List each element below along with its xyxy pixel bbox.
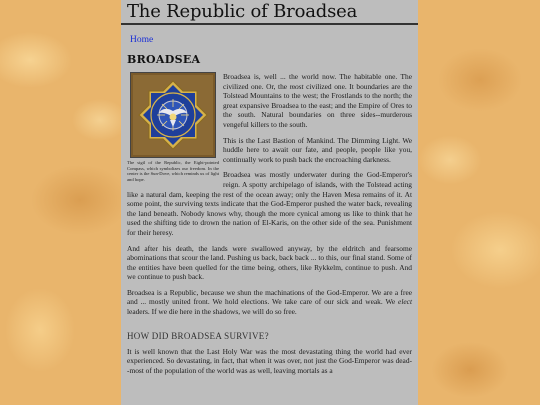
content-panel [121,0,418,405]
nav-home-link[interactable]: Home [130,35,154,45]
section-heading-survival: HOW DID BROADSEA SURVIVE? [127,330,269,341]
site-title: The Republic of Broadsea [121,0,418,25]
compass-sigil-icon [133,75,213,155]
page-heading: BROADSEA [127,53,201,66]
paragraph-abominations: And after his death, the lands were swallowed anyway, by the eldritch and fearsome abominations that scour the land. Pushing us back, back back ... to this, our final stand. Some of the entities have been quelled for the time being, others, like Rykkelm, continue to push. And we continue to push back. [127,243,412,282]
article [121,72,418,375]
sigil-figure [127,72,219,182]
sigil-image [130,72,216,158]
paragraph-republic: Broadsea is a Republic, because we shun the machinations of the God-Emperor. We are a free and ... mostly united front. We hold elections. We take care of our sick and weak. We elect leaders. If we die here in the shadows, we will do so free. [127,287,412,317]
paragraph-history: Broadsea was mostly underwater during the God-Emperor's reign. A spotty archipelago of islands, with the Tolstead acting like a natural dam, keeping the rest of the ocean away; only the Haven Mesa remains of it. At some point, the surviving texts indicate that the God-Emperor pushed the water back, revealing the land beneath. Nobody knows why, though the more cynical among us like to think that he used the shifting tide to drown the nation of El-Karis, on the other side of the sea. Punishment for their heresy. [127,170,412,237]
paragraph-last-bastion: This is the Last Bastion of Mankind. The Dimming Light. We huddle here to await our fate, and people, people like you, continually work to push back the encroaching darkness. [223,135,412,164]
paragraph-intro: Broadsea is, well ... the world now. The habitable one. The civilized one. Or, the most civilized one. It boundaries are the Tolstead Mountains to the west; the Frostlands to the north; the great expansive Broadsea to the east; and the Empire of Ores to the south. Natural boundaries on three sides--murderous vengeful killers to the south. [223,72,413,129]
nav-bar [121,25,418,45]
sigil-caption: The sigil of the Republic, the Eight-pointed Compass, which symbolizes our freedom. In the center is the Sun-Dove, which reminds us of light and hope. [127,160,219,182]
paragraph-survival: It is well known that the Last Holy War was the most devastating thing the world had ever experienced. So devastating, in fact, that when it was over, not just the God-Emperor was dead--most of the population of the world was as well, leaving mortals as a [127,346,412,375]
